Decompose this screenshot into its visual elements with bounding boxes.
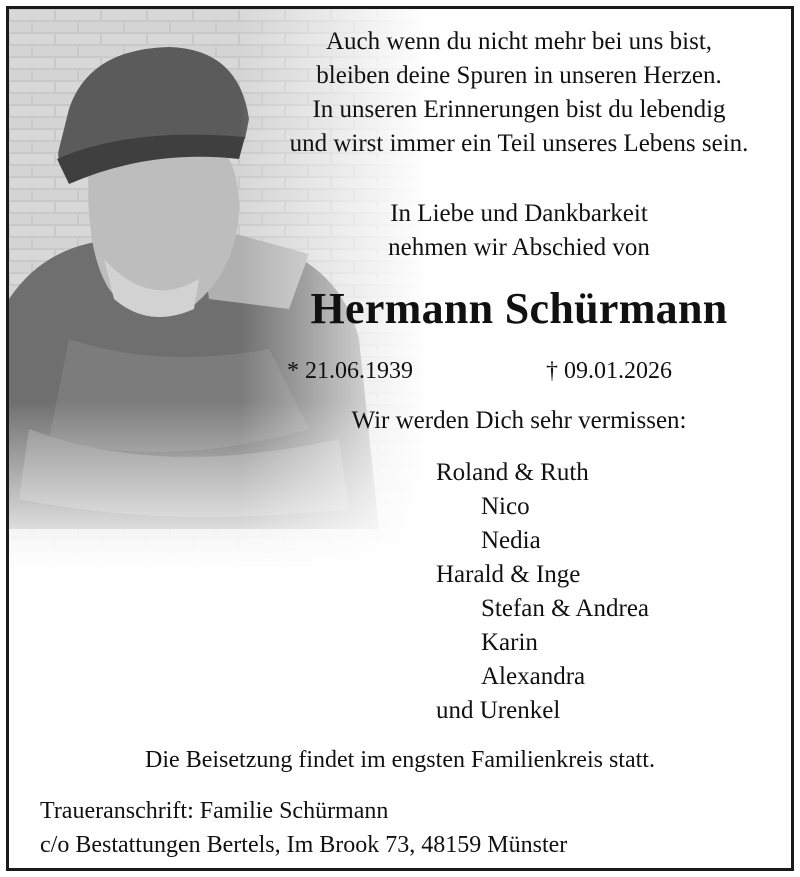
family-member: und Urenkel (436, 697, 561, 724)
miss-line: Wir werden Dich sehr vermissen: (351, 407, 687, 434)
family-member: Nico (481, 493, 530, 520)
family-member: Alexandra (481, 663, 586, 690)
funeral-note: Die Beisetzung findet im engsten Familienkreis statt. (145, 747, 655, 773)
verse-line-2: bleiben deine Spuren in unseren Herzen. (316, 62, 722, 89)
birth-date: * 21.06.1939 (287, 358, 413, 384)
death-date: † 09.01.2026 (546, 358, 672, 384)
verse-line-4: und wirst immer ein Teil unseres Lebens sein. (289, 130, 749, 157)
notice-frame (6, 6, 794, 871)
deceased-name: Hermann Schürmann (310, 284, 728, 333)
address-line-2: c/o Bestattungen Bertels, Im Brook 73, 48159 Münster (40, 832, 568, 858)
family-member: Nedia (481, 527, 541, 554)
address-line-1: Traueranschrift: Familie Schürmann (40, 798, 389, 824)
family-member: Harald & Inge (436, 561, 581, 588)
family-member: Karin (481, 629, 538, 656)
verse-line-1: Auch wenn du nicht mehr bei uns bist, (325, 28, 713, 55)
family-member: Stefan & Andrea (481, 595, 650, 622)
intro-line-1: In Liebe und Dankbarkeit (390, 200, 648, 227)
family-member: Roland & Ruth (436, 459, 589, 486)
verse-line-3: In unseren Erinnerungen bist du lebendig (312, 96, 726, 123)
intro-line-2: nehmen wir Abschied von (388, 234, 650, 261)
